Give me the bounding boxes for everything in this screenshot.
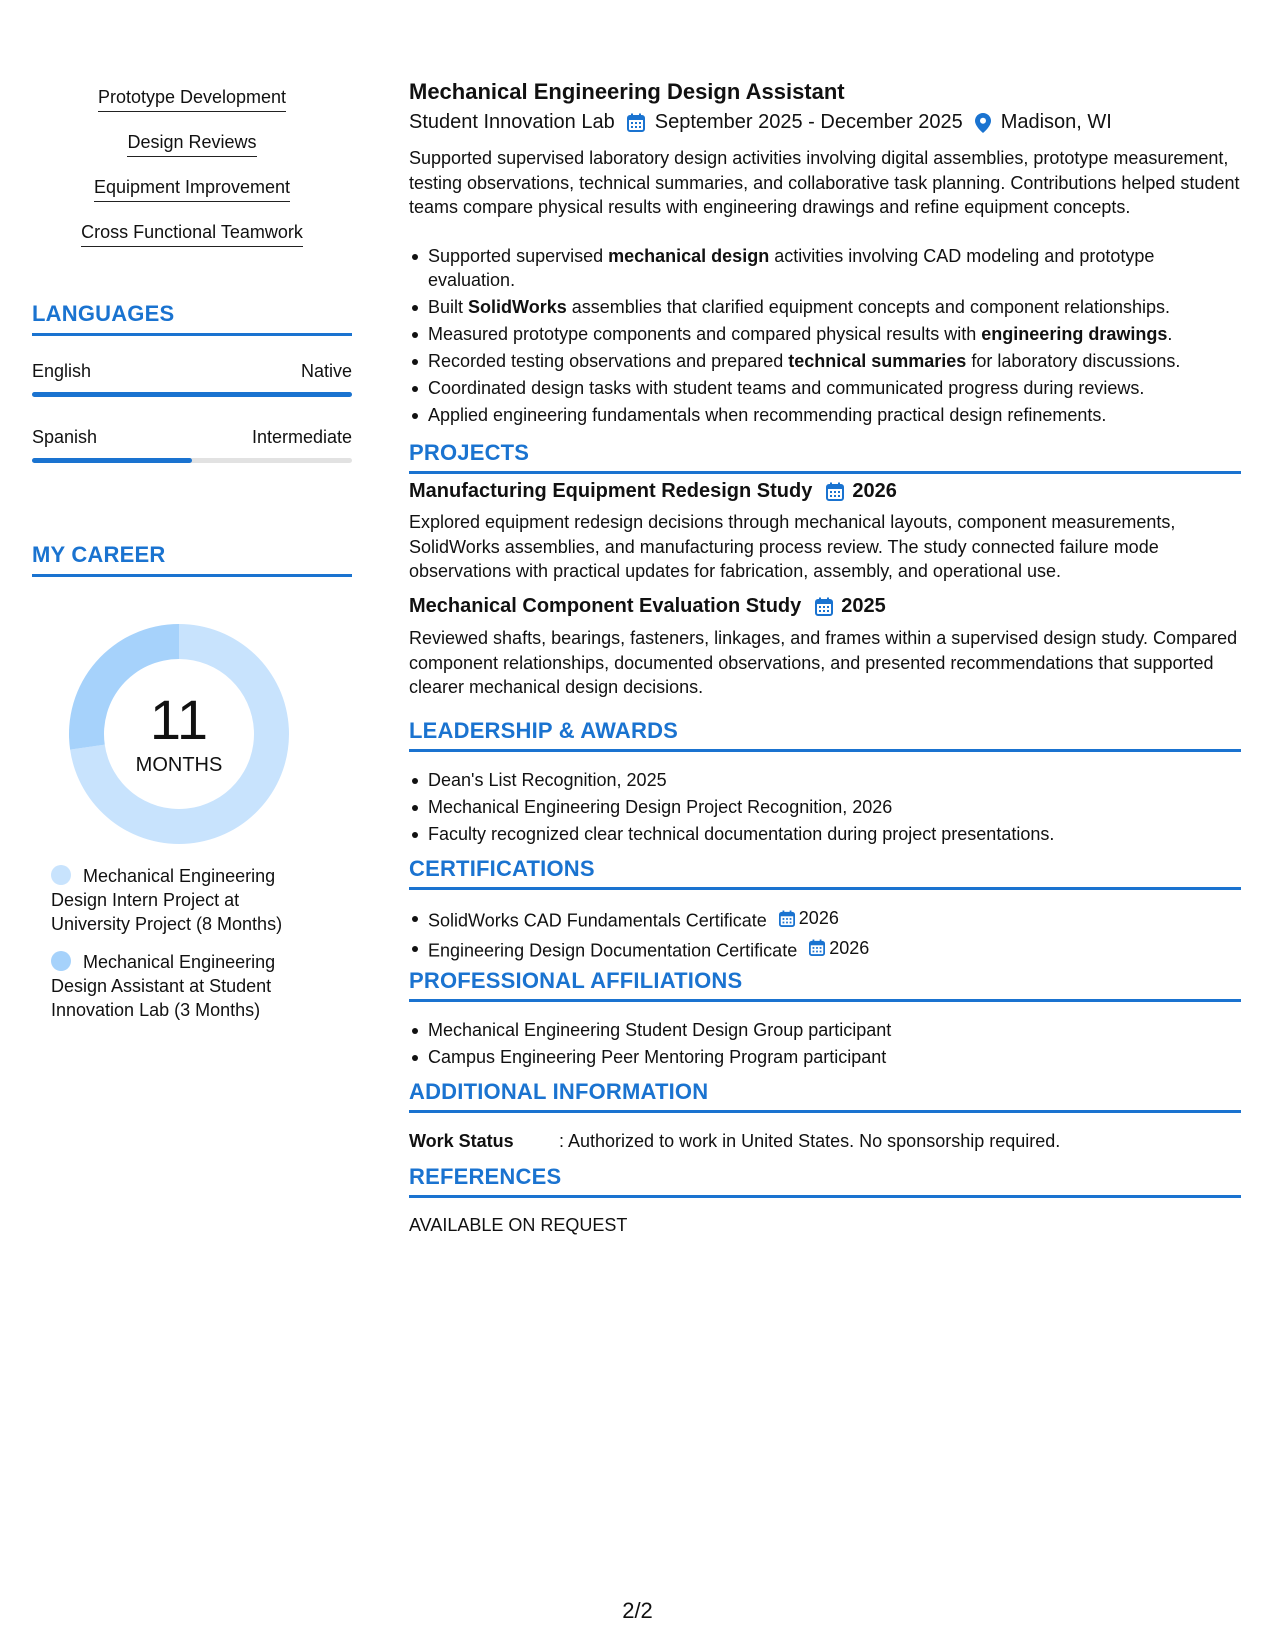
certifications-heading: CERTIFICATIONS (409, 856, 1241, 890)
list-item: Mechanical Engineering Student Design Group participant (409, 1018, 1241, 1042)
project-year: 2026 (852, 480, 897, 502)
calendar-icon (815, 597, 833, 616)
languages-heading: LANGUAGES (32, 301, 352, 336)
certifications-list (409, 906, 1241, 962)
language-level: Intermediate (251, 427, 352, 447)
work-status (409, 1131, 1060, 1152)
project-name: Manufacturing Equipment Redesign Study (409, 480, 813, 502)
language-name: Spanish (32, 427, 98, 447)
legend-dot (51, 951, 71, 971)
language-level: Native (300, 361, 352, 381)
list-item: Built SolidWorks assemblies that clarified equipment concepts and component relationships. (409, 295, 1241, 319)
awards-heading: LEADERSHIP & AWARDS (409, 718, 1241, 752)
list-item: Applied engineering fundamentals when recommending practical design refinements. (409, 403, 1241, 427)
affiliations-list (409, 1018, 1241, 1069)
list-item: Engineering Design Documentation Certificate 2026 (409, 936, 1241, 963)
references-text: AVAILABLE ON REQUEST (409, 1215, 628, 1235)
additional-info-heading: ADDITIONAL INFORMATION (409, 1079, 1241, 1113)
job-dates: September 2025 - December 2025 (654, 111, 963, 133)
legend-dot (51, 865, 71, 885)
legend-label: Mechanical Engineering Design Intern Project at University Project (8 Months) (51, 866, 283, 934)
project-title (409, 480, 897, 503)
job-meta (409, 111, 1112, 134)
skill-label: Cross Functional Teamwork (81, 221, 303, 247)
list-item: Faculty recognized clear technical documentation during project presentations. (409, 822, 1241, 846)
work-status-value: : Authorized to work in United States. No sponsorship required. (559, 1131, 1061, 1151)
job-description: Supported supervised laboratory design activities involving digital assemblies, prototype measurement, testing observations, technical summaries, and collaborative task planning. Contributions helped student teams compare physical results with engineering drawings and refine equipment concepts. (409, 148, 1240, 217)
skill-tag (32, 221, 352, 266)
language-bar-fill (32, 458, 192, 463)
job-bullets (409, 244, 1241, 427)
career-total-unit: MONTHS (135, 754, 223, 776)
career-donut-chart (67, 622, 291, 846)
project-description: Explored equipment redesign decisions through mechanical layouts, component measurements, SolidWorks assemblies, and manufacturing process review. The study connected failure mode observations with practical updates for fabrication, assembly, and operational use. (409, 512, 1176, 581)
career-legend-item (51, 864, 311, 936)
language-bar (32, 458, 352, 463)
skill-tag (32, 176, 352, 221)
language-bar-fill (32, 392, 352, 397)
project-name: Mechanical Component Evaluation Study (409, 595, 802, 617)
work-status-label: Work Status (409, 1131, 514, 1151)
skill-label: Equipment Improvement (94, 176, 290, 202)
page-number: 2/2 (622, 1598, 653, 1623)
list-item: SolidWorks CAD Fundamentals Certificate 2026 (409, 906, 1241, 933)
language-name: English (32, 361, 92, 381)
legend-label: Mechanical Engineering Design Assistant at Student Innovation Lab (3 Months) (51, 952, 276, 1020)
list-item: Measured prototype components and compared physical results with engineering drawings. (409, 322, 1241, 346)
project-title (409, 595, 886, 618)
calendar-icon (627, 113, 645, 132)
list-item: Coordinated design tasks with student teams and communicated progress during reviews. (409, 376, 1241, 400)
skill-label: Design Reviews (127, 131, 256, 157)
job-location: Madison, WI (1000, 111, 1112, 133)
skills-list (32, 86, 352, 266)
awards-list (409, 768, 1241, 846)
company-name: Student Innovation Lab (409, 111, 615, 133)
calendar-icon (826, 482, 844, 501)
list-item: Campus Engineering Peer Mentoring Program participant (409, 1045, 1241, 1069)
list-item: Recorded testing observations and prepared technical summaries for laboratory discussions. (409, 349, 1241, 373)
project-year: 2025 (841, 595, 886, 617)
skill-label: Prototype Development (98, 86, 286, 112)
language-english (32, 360, 352, 397)
skill-tag (32, 131, 352, 176)
list-item: Dean's List Recognition, 2025 (409, 768, 1241, 792)
project-description: Reviewed shafts, bearings, fasteners, linkages, and frames within a supervised design study. Compared component relationships, documented observations, and presented recommendations that supported clearer mechanical design decisions. (409, 628, 1238, 697)
projects-heading: PROJECTS (409, 440, 1241, 474)
affiliations-heading: PROFESSIONAL AFFILIATIONS (409, 968, 1241, 1002)
list-item: Supported supervised mechanical design activities involving CAD modeling and prototype evaluation. (409, 244, 1241, 292)
skill-tag (32, 86, 352, 131)
calendar-icon (779, 910, 795, 927)
calendar-icon (809, 939, 825, 956)
language-spanish (32, 426, 352, 463)
career-legend-item (51, 950, 311, 1022)
references-heading: REFERENCES (409, 1164, 1241, 1198)
job-title: Mechanical Engineering Design Assistant (409, 79, 845, 104)
career-total-value: 11 (149, 688, 209, 751)
language-bar (32, 392, 352, 397)
list-item: Mechanical Engineering Design Project Recognition, 2026 (409, 795, 1241, 819)
career-heading: MY CAREER (32, 542, 352, 577)
location-pin-icon (975, 113, 991, 133)
